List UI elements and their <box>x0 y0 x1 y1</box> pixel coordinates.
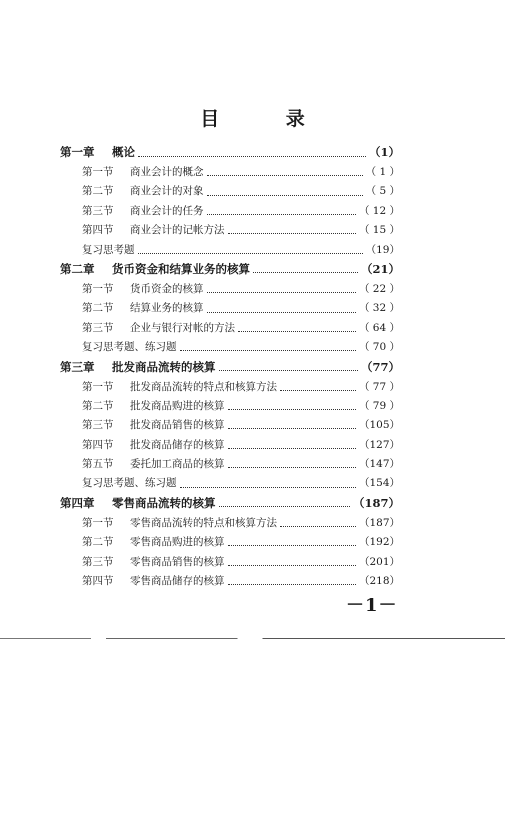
entry-title: 货币资金和结算业务的核算 <box>112 261 250 276</box>
entry-title: 零售商品销售的核算 <box>130 555 225 568</box>
toc-section-entry <box>60 379 400 398</box>
entry-page: （187） <box>358 516 400 529</box>
entry-number: 第三节 <box>82 419 114 432</box>
entry-number: 第四节 <box>82 438 114 451</box>
page-number: －1－ <box>346 595 398 616</box>
toc-section-entry <box>60 534 400 553</box>
entry-title: 零售商品储存的核算 <box>130 575 225 588</box>
toc-section-entry <box>60 398 400 417</box>
entry-title: 复习思考题、练习题 <box>82 477 177 490</box>
entry-page: （147） <box>358 458 400 471</box>
entry-title: 零售商品购进的核算 <box>130 536 225 549</box>
dot-leader <box>280 390 356 391</box>
entry-number: 第一节 <box>82 380 114 393</box>
entry-title: 批发商品购进的核算 <box>130 399 225 412</box>
entry-title: 概论 <box>112 145 135 159</box>
entry-page: （ 12 ） <box>358 204 400 217</box>
entry-page: （ 79 ） <box>358 399 400 412</box>
dot-leader <box>280 526 356 527</box>
toc-section-entry <box>60 164 400 183</box>
entry-title: 商业会计的对象 <box>130 185 204 198</box>
dot-leader <box>207 312 356 313</box>
entry-title: 商业会计的记帐方法 <box>130 224 225 237</box>
dot-leader <box>228 409 356 410</box>
dot-leader <box>219 506 350 507</box>
entry-number: 第二节 <box>82 536 114 549</box>
dot-leader <box>207 195 363 196</box>
toc-section-entry <box>60 222 400 241</box>
toc-section-entry <box>60 183 400 202</box>
dot-leader <box>228 467 356 468</box>
entry-title: 批发商品销售的核算 <box>130 419 225 432</box>
dot-leader <box>207 214 356 215</box>
dot-leader <box>228 584 356 585</box>
entry-title: 批发商品流转的核算 <box>112 359 216 374</box>
dot-leader <box>228 233 356 234</box>
entry-number: 第四章 <box>60 495 95 510</box>
dot-leader <box>238 331 356 332</box>
entry-page: （ 32 ） <box>358 302 400 315</box>
toc-section-entry <box>60 573 400 592</box>
entry-page: （19） <box>365 243 400 256</box>
entry-title: 复习思考题 <box>82 243 135 256</box>
entry-page: （187） <box>352 495 400 510</box>
entry-number: 第四节 <box>82 224 114 237</box>
entry-number: 第二节 <box>82 185 114 198</box>
toc-section-entry <box>60 281 400 300</box>
entry-title: 零售商品流转的核算 <box>112 495 216 510</box>
toc-chapter-entry <box>60 144 400 164</box>
entry-title: 批发商品流转的特点和核算方法 <box>130 380 277 393</box>
entry-page: （ 70 ） <box>358 341 400 354</box>
entry-page: （154） <box>358 477 400 490</box>
dot-leader <box>180 487 356 488</box>
toc-review-entry <box>60 242 400 261</box>
entry-number: 第四节 <box>82 575 114 588</box>
entry-page: （ 64 ） <box>358 321 400 334</box>
entry-number: 第二章 <box>60 261 95 276</box>
entry-title: 结算业务的核算 <box>130 302 204 315</box>
entry-title: 委托加工商品的核算 <box>130 458 225 471</box>
dot-leader <box>207 292 356 293</box>
entry-title: 复习思考题、练习题 <box>82 341 177 354</box>
dot-leader <box>228 428 356 429</box>
entry-page: （192） <box>358 536 400 549</box>
toc-section-entry <box>60 554 400 573</box>
entry-page: （105） <box>358 419 400 432</box>
toc-chapter-entry <box>60 495 400 515</box>
dot-leader <box>228 545 356 546</box>
entry-number: 第三节 <box>82 321 114 334</box>
entry-title: 批发商品储存的核算 <box>130 438 225 451</box>
dot-leader <box>207 175 363 176</box>
entry-number: 第五节 <box>82 458 114 471</box>
toc-section-entry <box>60 456 400 475</box>
entry-page: （ 5 ） <box>365 185 400 198</box>
entry-number: 第一章 <box>60 145 95 159</box>
toc-section-entry <box>60 203 400 222</box>
entry-title: 商业会计的任务 <box>130 204 204 217</box>
entry-page: （ 15 ） <box>358 224 400 237</box>
entry-number: 第一节 <box>82 516 114 529</box>
entry-number: 第一节 <box>82 282 114 295</box>
toc-section-entry <box>60 417 400 436</box>
entry-page: （ 77 ） <box>358 380 400 393</box>
toc-heading: 目 录 <box>200 108 335 130</box>
entry-number: 第一节 <box>82 166 114 178</box>
entry-title: 零售商品流转的特点和核算方法 <box>130 516 277 529</box>
entry-page: （ 22 ） <box>358 282 400 295</box>
dot-leader <box>219 370 358 371</box>
entry-title: 商业会计的概念 <box>130 166 204 178</box>
entry-number: 第三节 <box>82 555 114 568</box>
entry-page: （77） <box>360 359 400 374</box>
toc-chapter-entry <box>60 261 400 281</box>
dot-leader <box>253 272 358 273</box>
toc-section-entry <box>60 300 400 319</box>
toc-review-entry <box>60 339 400 358</box>
toc-section-entry <box>60 320 400 339</box>
toc-chapter-entry <box>60 359 400 379</box>
entry-number: 第三节 <box>82 204 114 217</box>
table-of-contents <box>60 144 400 592</box>
entry-page: （127） <box>358 438 400 451</box>
entry-number: 第三章 <box>60 359 95 374</box>
dot-leader <box>228 565 356 566</box>
dot-leader <box>138 253 363 254</box>
dot-leader <box>228 448 356 449</box>
entry-page: （201） <box>358 555 400 568</box>
entry-page: （218） <box>358 575 400 588</box>
entry-page: （1） <box>368 145 400 159</box>
toc-review-entry <box>60 475 400 494</box>
toc-section-entry <box>60 437 400 456</box>
entry-number: 第二节 <box>82 302 114 315</box>
entry-title: 货币资金的核算 <box>130 282 204 295</box>
dot-leader <box>180 350 356 351</box>
entry-page: （21） <box>360 261 400 276</box>
toc-section-entry <box>60 515 400 534</box>
dot-leader <box>138 156 366 157</box>
entry-title: 企业与银行对帐的方法 <box>130 321 235 334</box>
entry-page: （ 1 ） <box>365 166 400 178</box>
entry-number: 第二节 <box>82 399 114 412</box>
page-edge-line <box>0 638 505 639</box>
